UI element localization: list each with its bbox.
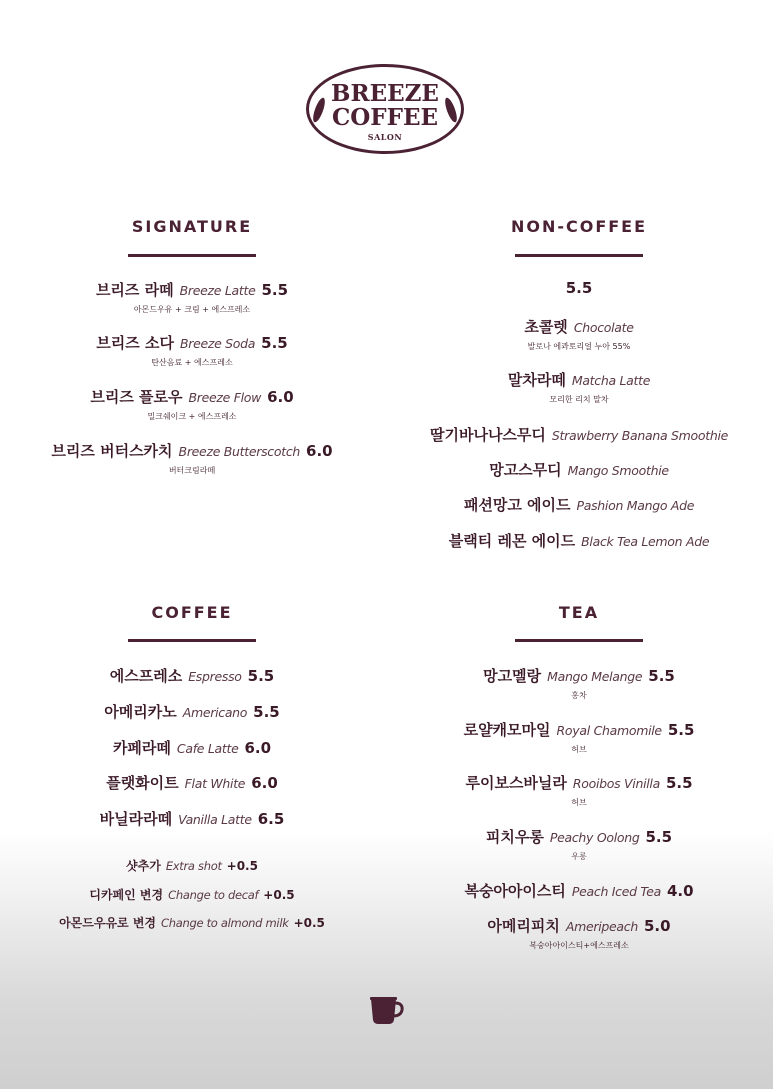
item-name-en: Rooibos Vinilla (572, 776, 660, 791)
menu-item (389, 826, 769, 847)
menu-item (2, 279, 382, 300)
menu-item (2, 386, 382, 407)
item-description: 모리한 리치 말차 (549, 395, 609, 404)
item-price: 5.5 (261, 334, 288, 352)
item-name-en: Breeze Soda (179, 336, 256, 351)
item-price: 6.5 (257, 810, 285, 828)
item-price: 5.5 (665, 774, 693, 792)
item-name-ko: 바닐라라떼 (99, 810, 173, 828)
item-description: 버터크림라떼 (168, 466, 216, 475)
menu-item (2, 665, 382, 686)
coffee-heading: COFFEE (151, 603, 233, 622)
item-name-ko: 패션망고 에이드 (463, 496, 571, 514)
extra-option (2, 884, 382, 903)
menu-item (389, 316, 769, 337)
menu-item (2, 701, 382, 722)
item-name-en: Black Tea Lemon Ade (581, 534, 710, 549)
logo-line-3: SALON (367, 132, 403, 142)
item-price: 5.5 (565, 279, 593, 297)
item-description: 발로나 에콰토리얼 누아 55% (527, 342, 631, 351)
item-name-en: Peach Iced Tea (571, 884, 661, 899)
item-name-en: Strawberry Banana Smoothie (551, 428, 729, 443)
coffee-cup-icon (370, 996, 404, 1026)
item-name-en: Ameripeach (565, 919, 638, 934)
item-description: 홍차 (571, 691, 587, 700)
menu-item (389, 665, 769, 686)
item-name-ko: 딸기바나나스무디 (429, 426, 546, 444)
item-name-en: Americano (182, 705, 248, 720)
extra-name-ko: 아몬드우유로 변경 (59, 916, 157, 930)
menu-item (2, 772, 382, 793)
item-price: 5.5 (645, 828, 673, 846)
item-name-en: Peachy Oolong (549, 830, 640, 845)
item-price: 6.0 (267, 388, 294, 406)
item-name-ko: 브리즈 라떼 (95, 281, 174, 299)
item-name-ko: 브리즈 소다 (96, 334, 174, 352)
item-name-ko: 아메리피치 (487, 917, 560, 935)
non-coffee-heading: NON-COFFEE (510, 217, 648, 236)
item-name-en: Cafe Latte (176, 741, 239, 756)
menu-item (389, 880, 769, 901)
extra-option (2, 855, 382, 874)
logo-line-1: BREEZE (331, 80, 439, 107)
extra-name-en: Extra shot (165, 859, 222, 873)
item-name-en: Espresso (188, 669, 242, 684)
item-description: 허브 (571, 798, 587, 807)
item-price: 4.0 (666, 882, 694, 900)
menu-item (2, 440, 382, 461)
coffee-divider (128, 639, 256, 642)
menu-item (2, 737, 382, 758)
menu-item (2, 332, 382, 353)
extra-price: +0.5 (293, 916, 325, 930)
menu-item (389, 530, 769, 551)
item-name-en: Royal Chamomile (556, 723, 662, 738)
menu-item (389, 459, 769, 480)
item-name-ko: 브리즈 플로우 (90, 388, 183, 406)
item-price: 5.5 (247, 667, 275, 685)
item-name-en: Breeze Latte (179, 283, 256, 298)
tea-heading: TEA (558, 603, 600, 622)
extra-price: +0.5 (263, 888, 295, 902)
extra-name-en: Change to decaf (168, 888, 259, 902)
logo-line-2: COFFEE (331, 104, 439, 131)
menu-item (389, 719, 769, 740)
item-name-en: Pashion Mango Ade (576, 498, 695, 513)
menu-item (2, 808, 382, 829)
item-name-ko: 말차라떼 (507, 371, 566, 389)
item-name-ko: 카페라떼 (112, 739, 171, 757)
item-name-en: Vanilla Latte (178, 812, 252, 827)
item-name-ko: 망고멜랑 (483, 667, 542, 685)
item-price: 6.0 (306, 442, 333, 460)
item-name-ko: 브리즈 버터스카치 (51, 442, 173, 460)
item-description: 허브 (571, 745, 587, 754)
extra-name-ko: 디카페인 변경 (89, 888, 164, 902)
extra-option (2, 912, 382, 931)
extra-name-en: Change to almond milk (161, 916, 289, 930)
item-price: 6.0 (244, 739, 272, 757)
item-name-ko: 초콜렛 (524, 318, 568, 336)
signature-divider (128, 254, 256, 257)
item-description: 밀크쉐이크 + 에스프레소 (147, 412, 237, 421)
tea-divider (515, 639, 643, 642)
item-name-ko: 에스프레소 (109, 667, 183, 685)
item-name-ko: 블랙티 레몬 에이드 (448, 532, 576, 550)
item-description: 우롱 (571, 852, 587, 861)
item-name-en: Chocolate (573, 320, 634, 335)
extra-name-ko: 샷추가 (126, 859, 161, 873)
item-description: 탄산음료 + 에스프레소 (151, 358, 233, 367)
item-name-ko: 복숭아아이스티 (464, 882, 566, 900)
item-price: 5.5 (648, 667, 675, 685)
item-name-ko: 망고스무디 (489, 461, 562, 479)
item-name-en: Mango Melange (547, 669, 643, 684)
item-name-ko: 루이보스바닐라 (465, 774, 567, 792)
item-price: 6.0 (251, 774, 278, 792)
item-price: 5.0 (644, 917, 671, 935)
brand-logo (306, 64, 464, 154)
item-name-en: Breeze Butterscotch (178, 444, 301, 459)
menu-item (389, 772, 769, 793)
item-description: 복숭아아이스티+에스프레소 (529, 941, 629, 950)
item-name-en: Matcha Latte (571, 373, 651, 388)
section-price (389, 278, 769, 297)
item-name-ko: 피치우롱 (485, 828, 544, 846)
item-name-ko: 아메리카노 (104, 703, 177, 721)
extra-price: +0.5 (226, 859, 258, 873)
item-description: 아몬드우유 + 크림 + 에스프레소 (133, 305, 251, 314)
non-coffee-divider (515, 254, 643, 257)
menu-item (389, 369, 769, 390)
item-name-en: Flat White (184, 776, 246, 791)
signature-heading: SIGNATURE (131, 217, 253, 236)
item-name-en: Mango Smoothie (567, 463, 669, 478)
menu-item (389, 424, 769, 445)
menu-item (389, 915, 769, 936)
item-price: 5.5 (261, 281, 289, 299)
item-name-ko: 로얄캐모마일 (463, 721, 551, 739)
item-price: 5.5 (253, 703, 280, 721)
item-price: 5.5 (667, 721, 695, 739)
menu-item (389, 494, 769, 515)
item-name-ko: 플랫화이트 (106, 774, 179, 792)
item-name-en: Breeze Flow (188, 390, 262, 405)
